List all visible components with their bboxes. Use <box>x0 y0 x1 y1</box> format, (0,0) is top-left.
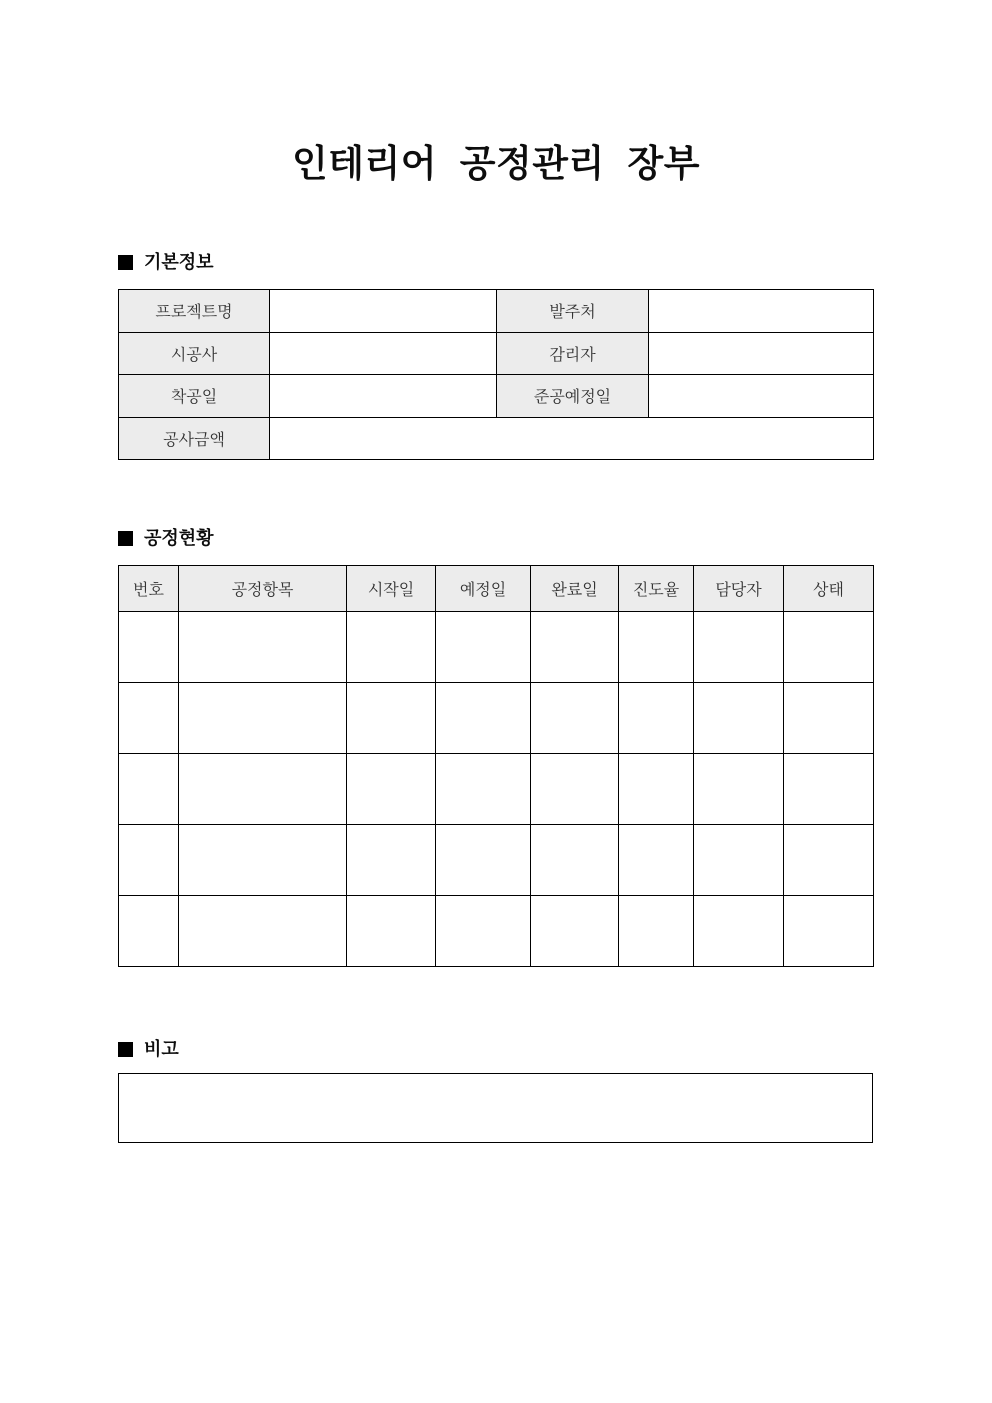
process-row <box>119 754 874 825</box>
process-cell-empty[interactable] <box>619 825 694 896</box>
process-cell-empty[interactable] <box>119 612 179 683</box>
field-value-supervisor[interactable] <box>649 332 874 375</box>
process-cell-empty[interactable] <box>784 754 874 825</box>
field-label-supervisor: 감리자 <box>497 332 649 375</box>
process-row <box>119 612 874 683</box>
process-cell-empty[interactable] <box>347 825 436 896</box>
process-row <box>119 683 874 754</box>
process-cell-empty[interactable] <box>619 754 694 825</box>
field-value-start-date[interactable] <box>270 375 497 418</box>
process-cell-empty[interactable] <box>347 683 436 754</box>
process-cell-empty[interactable] <box>531 896 619 967</box>
process-cell-empty[interactable] <box>119 896 179 967</box>
col-header-status: 상태 <box>784 566 874 612</box>
remarks-box[interactable] <box>118 1073 873 1143</box>
basic-info-row <box>119 290 874 333</box>
col-header-person-in-charge: 담당자 <box>694 566 784 612</box>
process-cell-empty[interactable] <box>347 896 436 967</box>
col-header-scheduled-date: 예정일 <box>436 566 531 612</box>
process-cell-empty[interactable] <box>694 683 784 754</box>
section-bullet-icon <box>118 531 133 546</box>
process-cell-empty[interactable] <box>179 683 347 754</box>
process-cell-empty[interactable] <box>784 896 874 967</box>
field-label-contractor: 시공사 <box>119 332 270 375</box>
process-cell-empty[interactable] <box>531 825 619 896</box>
process-cell-empty[interactable] <box>619 683 694 754</box>
section-bullet-icon <box>118 1042 133 1057</box>
process-table <box>118 565 874 967</box>
col-header-completion-date: 완료일 <box>531 566 619 612</box>
process-cell-empty[interactable] <box>784 683 874 754</box>
field-label-project-name: 프로젝트명 <box>119 290 270 333</box>
section-process-status-label: 공정현황 <box>144 528 214 548</box>
page-title: 인테리어 공정관리 장부 <box>292 143 700 184</box>
process-cell-empty[interactable] <box>619 896 694 967</box>
field-label-start-date: 착공일 <box>119 375 270 418</box>
section-basic-info-heading <box>118 253 214 271</box>
process-cell-empty[interactable] <box>436 896 531 967</box>
section-remarks-heading <box>118 1040 179 1058</box>
process-cell-empty[interactable] <box>531 612 619 683</box>
process-cell-empty[interactable] <box>694 612 784 683</box>
field-value-project-name[interactable] <box>270 290 497 333</box>
process-cell-empty[interactable] <box>531 754 619 825</box>
process-cell-empty[interactable] <box>784 612 874 683</box>
field-label-expected-completion-date: 준공예정일 <box>497 375 649 418</box>
field-value-contractor[interactable] <box>270 332 497 375</box>
field-label-client: 발주처 <box>497 290 649 333</box>
basic-info-row <box>119 332 874 375</box>
process-cell-empty[interactable] <box>119 683 179 754</box>
process-cell-empty[interactable] <box>347 754 436 825</box>
process-cell-empty[interactable] <box>436 825 531 896</box>
field-value-client[interactable] <box>649 290 874 333</box>
process-cell-empty[interactable] <box>694 896 784 967</box>
process-cell-empty[interactable] <box>179 612 347 683</box>
process-cell-empty[interactable] <box>179 825 347 896</box>
process-table-header-row <box>119 566 874 612</box>
process-cell-empty[interactable] <box>179 754 347 825</box>
process-cell-empty[interactable] <box>531 683 619 754</box>
basic-info-row <box>119 417 874 460</box>
col-header-start-date: 시작일 <box>347 566 436 612</box>
col-header-process-item: 공정항목 <box>179 566 347 612</box>
process-cell-empty[interactable] <box>119 754 179 825</box>
process-cell-empty[interactable] <box>436 683 531 754</box>
col-header-number: 번호 <box>119 566 179 612</box>
process-cell-empty[interactable] <box>436 612 531 683</box>
section-process-status-heading <box>118 529 214 547</box>
process-cell-empty[interactable] <box>119 825 179 896</box>
section-remarks-label: 비고 <box>144 1039 179 1059</box>
process-cell-empty[interactable] <box>784 825 874 896</box>
field-value-expected-completion-date[interactable] <box>649 375 874 418</box>
field-label-construction-cost: 공사금액 <box>119 417 270 460</box>
process-cell-empty[interactable] <box>694 754 784 825</box>
section-basic-info-label: 기본정보 <box>144 252 214 272</box>
section-bullet-icon <box>118 255 133 270</box>
process-cell-empty[interactable] <box>436 754 531 825</box>
process-row <box>119 896 874 967</box>
basic-info-table <box>118 289 874 460</box>
process-cell-empty[interactable] <box>179 896 347 967</box>
process-cell-empty[interactable] <box>619 612 694 683</box>
col-header-progress-rate: 진도율 <box>619 566 694 612</box>
process-cell-empty[interactable] <box>347 612 436 683</box>
basic-info-row <box>119 375 874 418</box>
process-row <box>119 825 874 896</box>
process-cell-empty[interactable] <box>694 825 784 896</box>
field-value-construction-cost[interactable] <box>270 417 874 460</box>
process-table-body <box>119 612 874 967</box>
